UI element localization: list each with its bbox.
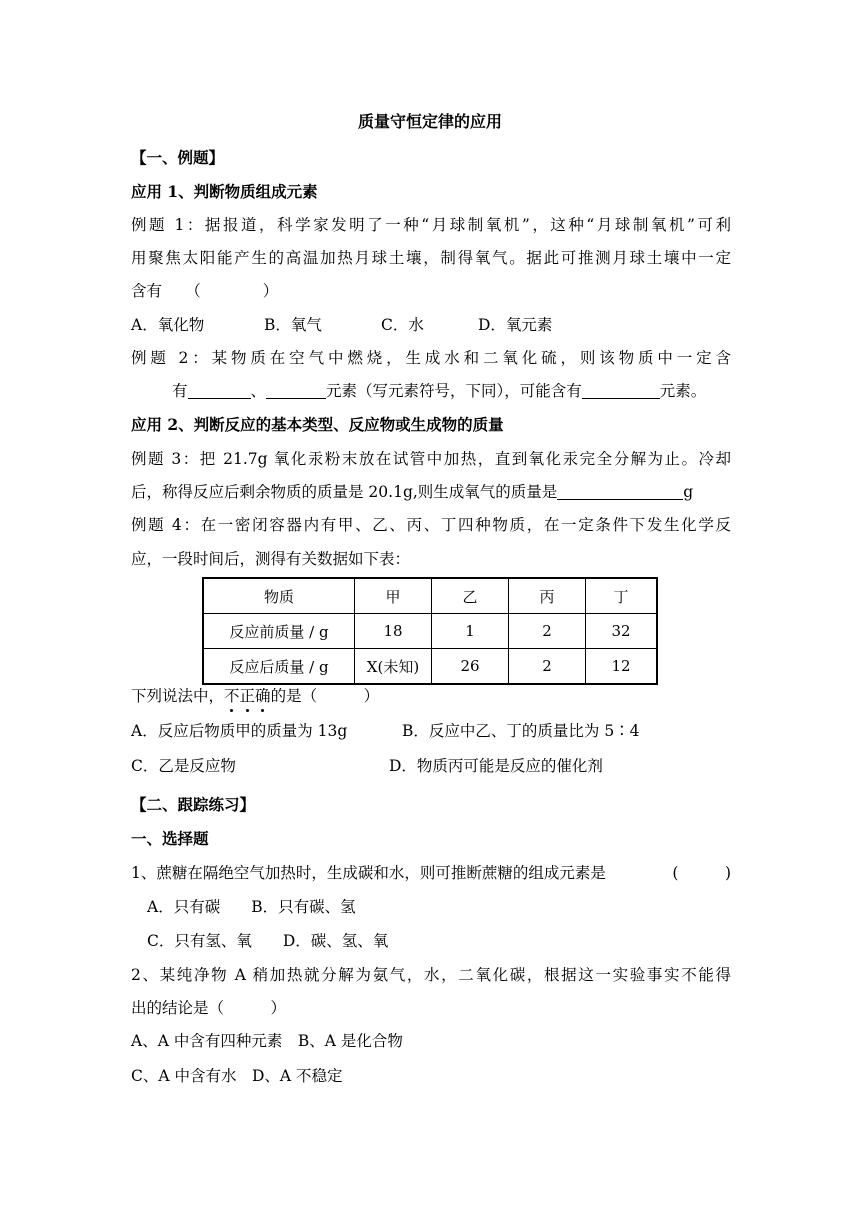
practice-2-options-ab: A、A 中含有四种元素 B、A 是化合物 <box>131 1032 403 1050</box>
table-cell: X(未知) <box>355 649 432 685</box>
example-1-line-3: 含有 （ ） <box>131 282 279 300</box>
emphasis-char: 不 <box>224 687 240 705</box>
table-cell: 1 <box>432 614 509 649</box>
table-cell: 反应后质量 / g <box>203 649 355 685</box>
example-4-question: 下列说法中，不正确的是（ ） <box>131 687 380 705</box>
table-cell: 甲 <box>355 578 432 614</box>
table-cell: 26 <box>432 649 509 685</box>
practice-2-options-cd: C、A 中含有水 D、A 不稳定 <box>131 1067 343 1085</box>
example-1-option-d: D．氧元素 <box>478 316 553 334</box>
table-cell: 12 <box>586 649 658 685</box>
example-4-option-d: D．物质丙可能是反应的催化剂 <box>389 757 603 775</box>
table-row <box>203 614 657 649</box>
example-1-line-1: 例题 1：据报道，科学家发明了一种“月球制氧机”，这种“月球制氧机”可利 <box>131 216 731 234</box>
answer-blank[interactable] <box>266 382 326 399</box>
example-4-option-b: B．反应中乙、丁的质量比为 5∶4 <box>402 722 640 740</box>
example-2-line-1: 例题 2：某物质在空气中燃烧，生成水和二氧化硫，则该物质中一定含 <box>131 349 731 367</box>
example-1-option-a: A．氧化物 <box>131 316 205 334</box>
table-row <box>203 578 657 614</box>
example-2-line-2: 有 、 元素（写元素符号，下同），可能含有 元素。 <box>172 382 707 400</box>
data-table <box>202 577 658 685</box>
practice-1-options-ab: A．只有碳 B．只有碳、氢 <box>147 898 356 916</box>
table-cell: 物质 <box>203 578 355 614</box>
table-cell: 丙 <box>509 578 586 614</box>
table-cell: 乙 <box>432 578 509 614</box>
table-cell: 32 <box>586 614 658 649</box>
table-cell: 2 <box>509 614 586 649</box>
answer-blank[interactable] <box>582 382 660 399</box>
choice-questions-heading: 一、选择题 <box>131 829 209 848</box>
answer-blank[interactable] <box>188 382 251 399</box>
table-cell: 反应前质量 / g <box>203 614 355 649</box>
emphasis-char: 正 <box>239 687 256 705</box>
application-1-heading: 应用 1、判断物质组成元素 <box>131 182 318 201</box>
practice-2-line-1: 2、某纯净物 A 稍加热就分解为氨气，水，二氧化碳，根据这一实验事实不能得 <box>131 966 731 984</box>
application-2-heading: 应用 2、判断反应的基本类型、反应物或生成物的质量 <box>131 415 504 434</box>
section-heading-practice: 【二、跟踪练习】 <box>131 795 256 814</box>
table-cell: 18 <box>355 614 432 649</box>
example-1-option-b: B．氧气 <box>264 316 322 334</box>
practice-1-stem: 1、蔗糖在隔绝空气加热时，生成碳和水，则可推断蔗糖的组成元素是 ( ) <box>131 864 731 882</box>
section-heading-examples: 【一、例题】 <box>131 148 225 167</box>
example-4-line-1: 例题 4：在一密闭容器内有甲、乙、丙、丁四种物质，在一定条件下发生化学反 <box>131 516 731 534</box>
practice-1-options-cd: C．只有氢、氧 D．碳、氢、氧 <box>147 932 389 950</box>
table-cell: 2 <box>509 649 586 685</box>
example-4-line-2: 应，一段时间后，测得有关数据如下表： <box>131 550 411 568</box>
emphasis-char: 确 <box>255 687 271 705</box>
example-4-option-a: A．反应后物质甲的质量为 13g <box>131 722 348 740</box>
example-4-option-c: C．乙是反应物 <box>131 757 236 775</box>
answer-blank[interactable] <box>557 483 683 500</box>
page-title: 质量守恒定律的应用 <box>357 112 502 131</box>
example-1-line-2: 用聚焦太阳能产生的高温加热月球土壤，制得氧气。据此可推测月球土壤中一定 <box>131 249 731 267</box>
example-3-line-2: 后，称得反应后剩余物质的质量是 20.1g,则生成氧气的质量是 g <box>131 483 694 501</box>
table-cell: 丁 <box>586 578 658 614</box>
table-row <box>203 649 657 685</box>
example-3-line-1: 例题 3：把 21.7g 氧化汞粉末放在试管中加热，直到氧化汞完全分解为止。冷却 <box>131 450 731 468</box>
practice-2-line-2: 出的结论是（ ） <box>131 999 287 1017</box>
example-1-option-c: C．水 <box>381 316 424 334</box>
